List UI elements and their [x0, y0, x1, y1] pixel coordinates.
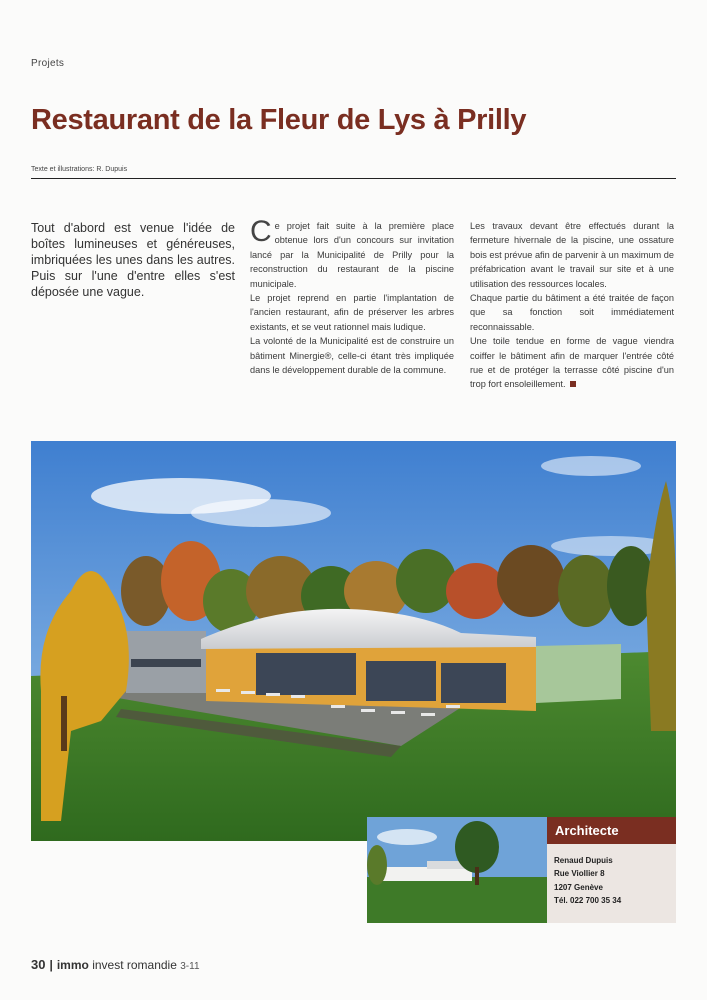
architect-street: Rue Viollier 8	[554, 869, 605, 879]
architect-contact	[547, 844, 676, 923]
architect-city: 1207 Genève	[554, 882, 603, 892]
paragraph: Les travaux devant être effectués durant la fermeture hivernale de la piscine, une ossature bois est prévue afin de parvenir à un maximum de préfabrication avant le travail sur site et à une utilisation des ressources locales.	[470, 221, 674, 289]
title-divider	[31, 178, 676, 179]
author-credit: Texte et illustrations: R. Dupuis	[31, 166, 128, 173]
drop-cap: C	[250, 215, 272, 248]
paragraph: e projet fait suite à la première place obtenue lors d'un concours sur invitation lancé par la Municipalité de Prilly pour la reconstruction du restaurant de la piscine municipale.	[250, 221, 454, 289]
paragraph: Le projet reprend en partie l'implantation de l'ancien restaurant, afin de préserver les arbres existants, et se veut rationnel mais ludique.	[250, 293, 454, 332]
footer-separator: |	[49, 958, 53, 972]
section-label: Projets	[31, 58, 65, 69]
paragraph-text: Une toile tendue en forme de vague viendra coiffer le bâtiment afin de marquer l'entrée côté rue et de protéger la terrasse côté piscine d'un trop fort ensoleillement.	[470, 336, 674, 390]
article-title: Restaurant de la Fleur de Lys à Prilly	[31, 104, 527, 136]
intro-text: Tout d'abord est venue l'idée de boîtes lumineuses et généreuses, imbriquées les unes dans les autres. Puis sur l'une d'entre elles s'est déposée une vague.	[31, 221, 235, 299]
end-mark-icon	[570, 381, 576, 387]
paragraph	[470, 334, 674, 392]
architect-name: Renaud Dupuis	[554, 856, 613, 865]
paragraph: La volonté de la Municipalité est de construire un bâtiment Minergie®, celle-ci étant très impliquée dans le développement durable de la commune.	[250, 336, 454, 376]
site-inset-photo	[367, 817, 547, 923]
page-number: 30	[31, 957, 46, 972]
page-footer	[31, 957, 200, 972]
magazine-name: invest romandie	[92, 958, 177, 972]
issue-number: 3-11	[180, 961, 200, 972]
text-column-2	[250, 215, 454, 377]
text-column-3	[470, 219, 674, 392]
architect-phone: Tél. 022 700 35 34	[554, 895, 622, 905]
restaurant-rendering	[31, 441, 676, 841]
paragraph: Chaque partie du bâtiment a été traitée de façon que sa fonction soit immédiatement reconnaissable.	[470, 293, 674, 332]
architect-heading: Architecte	[547, 817, 676, 844]
magazine-brand: immo	[56, 958, 89, 972]
